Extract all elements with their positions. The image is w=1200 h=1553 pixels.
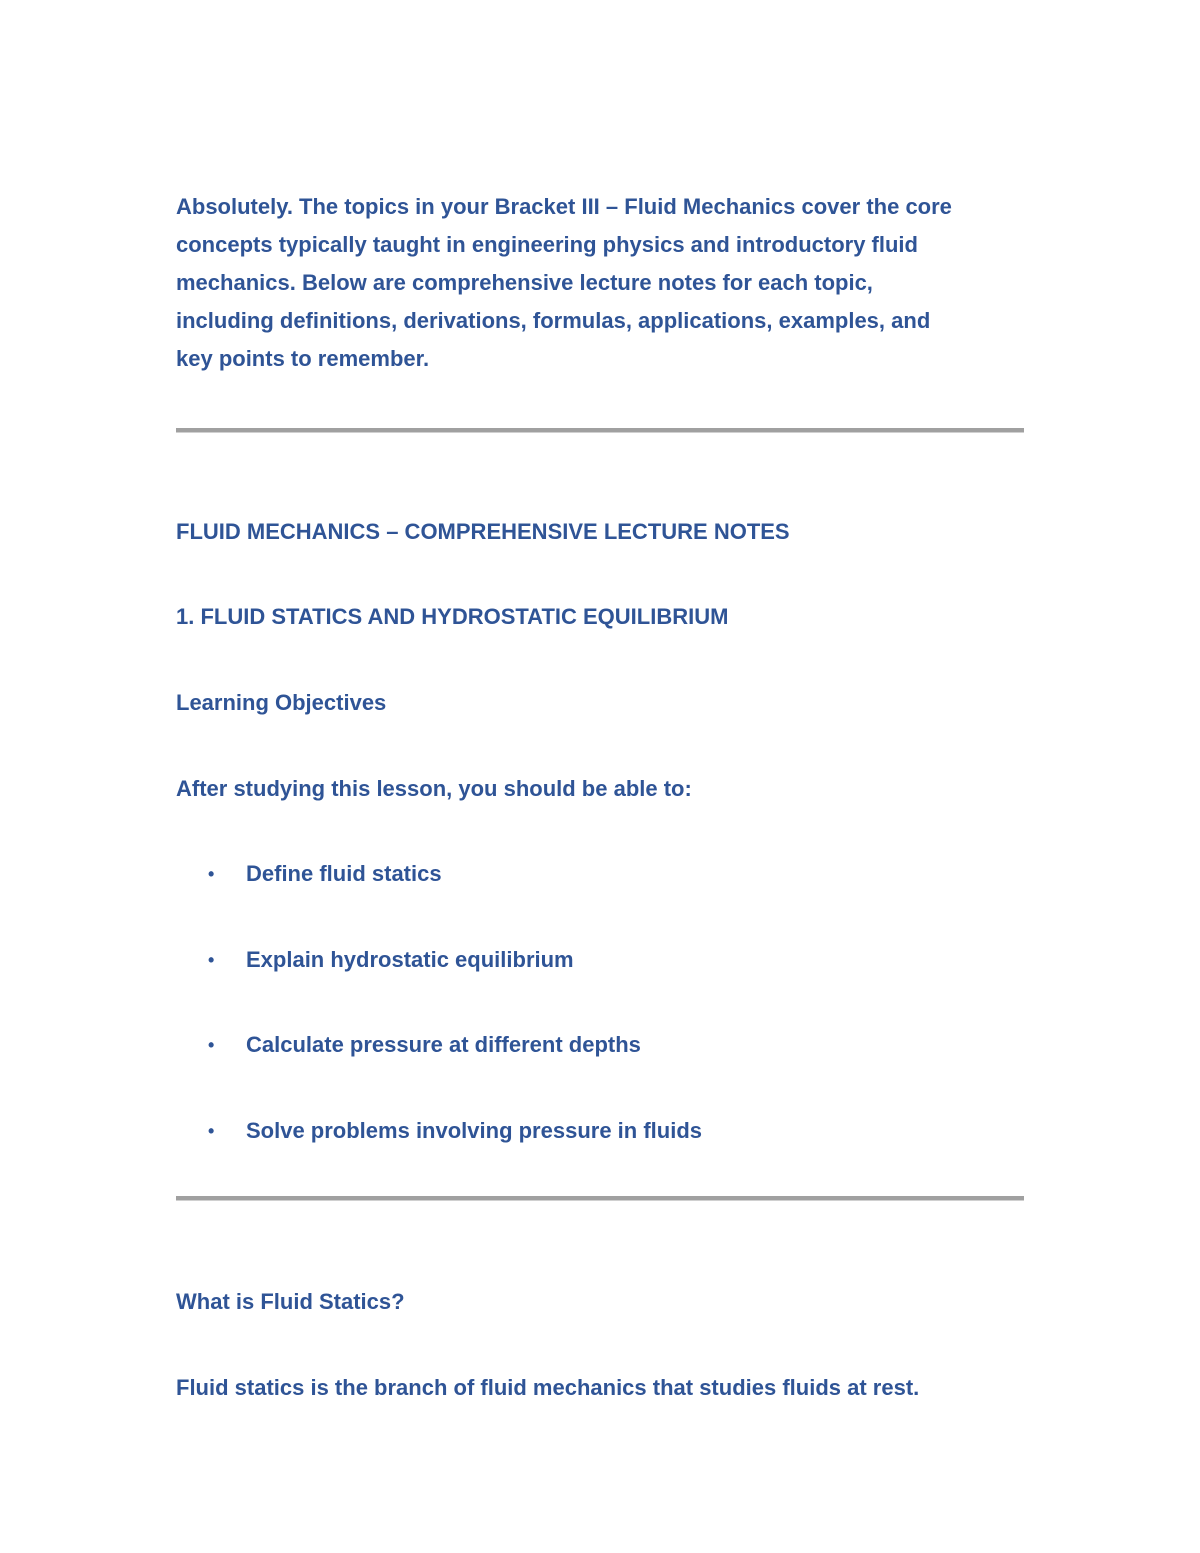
- bullet-icon: •: [208, 864, 215, 884]
- intro-line: Absolutely. The topics in your Bracket III – Fluid Mechanics cover the core: [176, 194, 952, 219]
- intro-line: concepts typically taught in engineering physics and introductory fluid: [176, 232, 918, 257]
- intro-paragraph: [176, 188, 1036, 378]
- horizontal-rule: [176, 428, 1024, 433]
- objectives-heading: Learning Objectives: [176, 690, 387, 715]
- objectives-intro: After studying this lesson, you should be able to:: [176, 776, 692, 801]
- list-item-text: Explain hydrostatic equilibrium: [246, 947, 574, 972]
- list-item-text: Calculate pressure at different depths: [246, 1032, 641, 1057]
- intro-line: including definitions, derivations, formulas, applications, examples, and: [176, 308, 931, 333]
- document-title: FLUID MECHANICS – COMPREHENSIVE LECTURE NOTES: [176, 519, 790, 544]
- intro-line: key points to remember.: [176, 346, 430, 371]
- intro-line: mechanics. Below are comprehensive lecture notes for each topic,: [176, 270, 873, 295]
- bullet-icon: •: [208, 1121, 215, 1141]
- bullet-icon: •: [208, 950, 215, 970]
- horizontal-rule: [176, 1196, 1024, 1201]
- definition-text: Fluid statics is the branch of fluid mechanics that studies fluids at rest.: [176, 1375, 920, 1400]
- list-item-text: Solve problems involving pressure in fluids: [246, 1118, 702, 1143]
- subsection-heading: What is Fluid Statics?: [176, 1289, 405, 1314]
- section-heading: 1. FLUID STATICS AND HYDROSTATIC EQUILIBRIUM: [176, 604, 729, 629]
- bullet-icon: •: [208, 1035, 215, 1055]
- list-item-text: Define fluid statics: [246, 861, 442, 886]
